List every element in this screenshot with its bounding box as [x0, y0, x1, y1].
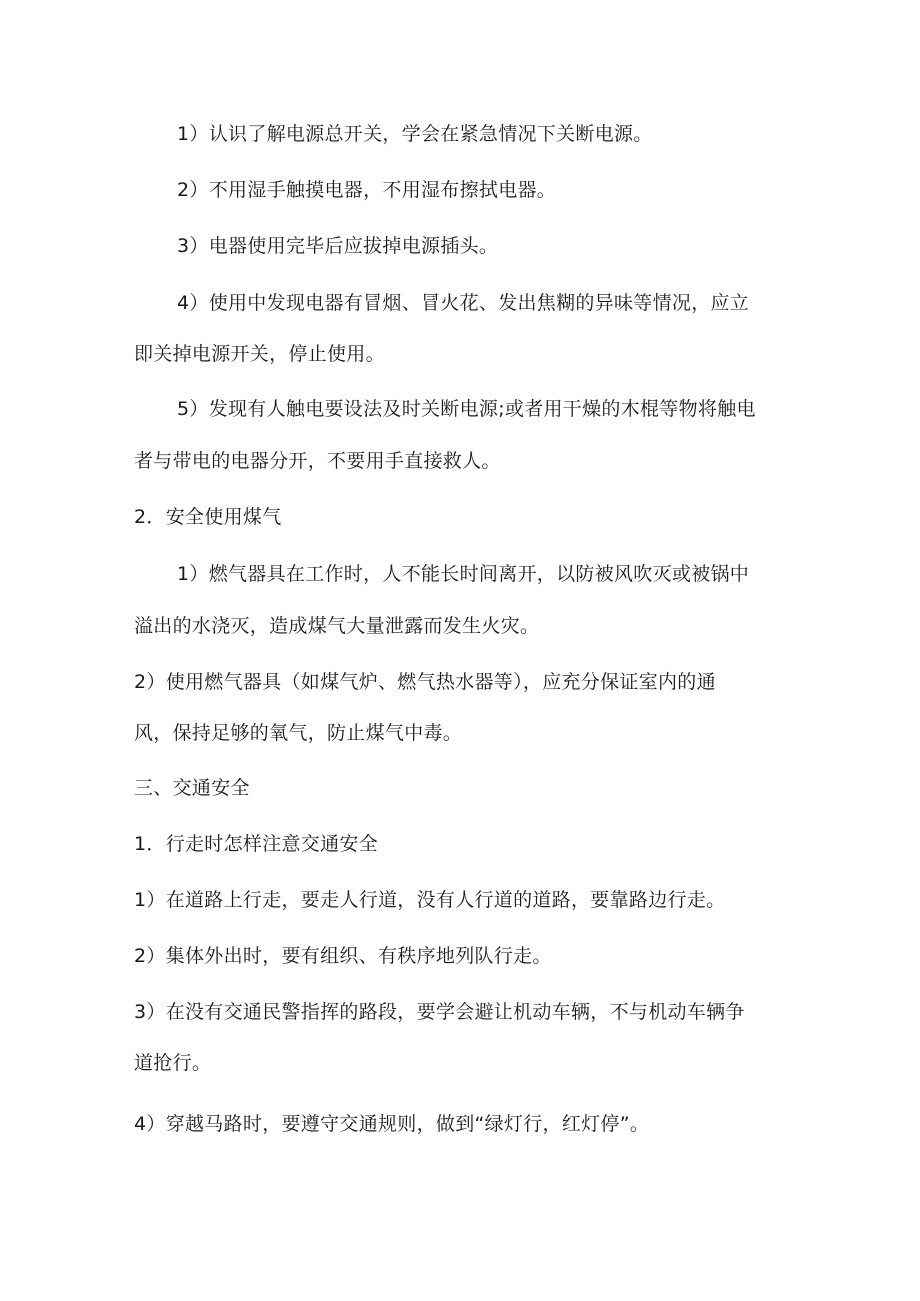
electric-item-3: 3）电器使用完毕后应拔掉电源插头。	[177, 235, 499, 257]
electric-item-4-line-2: 即关掉电源开关，停止使用。	[134, 343, 385, 365]
traffic-item-1: 1）在道路上行走，要走人行道，没有人行道的道路，要靠路边行走。	[134, 889, 726, 911]
gas-item-1-line-1: 1）燃气器具在工作时，人不能长时间离开，以防被风吹灭或被锅中	[177, 563, 750, 585]
electric-item-2: 2）不用湿手触摸电器，不用湿布擦拭电器。	[177, 179, 557, 201]
gas-item-2-line-1: 2）使用燃气器具（如煤气炉、燃气热水器等），应充分保证室内的通	[134, 671, 716, 693]
traffic-item-2: 2）集体外出时，要有组织、有秩序地列队行走。	[134, 945, 552, 967]
traffic-item-3-line-1: 3）在没有交通民警指挥的路段，要学会避让机动车辆，不与机动车辆争	[134, 1001, 745, 1023]
gas-section-heading: 2．安全使用煤气	[134, 506, 282, 528]
electric-item-5-line-2: 者与带电的电器分开，不要用手直接救人。	[134, 450, 501, 472]
walking-subsection-heading: 1．行走时怎样注意交通安全	[134, 833, 378, 855]
electric-item-4-line-1: 4）使用中发现电器有冒烟、冒火花、发出焦糊的异味等情况，应立	[177, 292, 750, 314]
traffic-section-heading: 三、交通安全	[134, 777, 250, 799]
electric-item-5-line-1: 5）发现有人触电要设法及时关断电源;或者用干燥的木棍等物将触电	[177, 398, 756, 420]
traffic-item-3-line-2: 道抢行。	[134, 1052, 212, 1074]
traffic-item-4: 4）穿越马路时，要遵守交通规则，做到“绿灯行，红灯停”。	[134, 1113, 650, 1135]
electric-item-1: 1）认识了解电源总开关，学会在紧急情况下关断电源。	[177, 123, 653, 145]
gas-item-2-line-2: 风，保持足够的氧气，防止煤气中毒。	[134, 722, 463, 744]
gas-item-1-line-2: 溢出的水浇灭，造成煤气大量泄露而发生火灾。	[134, 615, 540, 637]
